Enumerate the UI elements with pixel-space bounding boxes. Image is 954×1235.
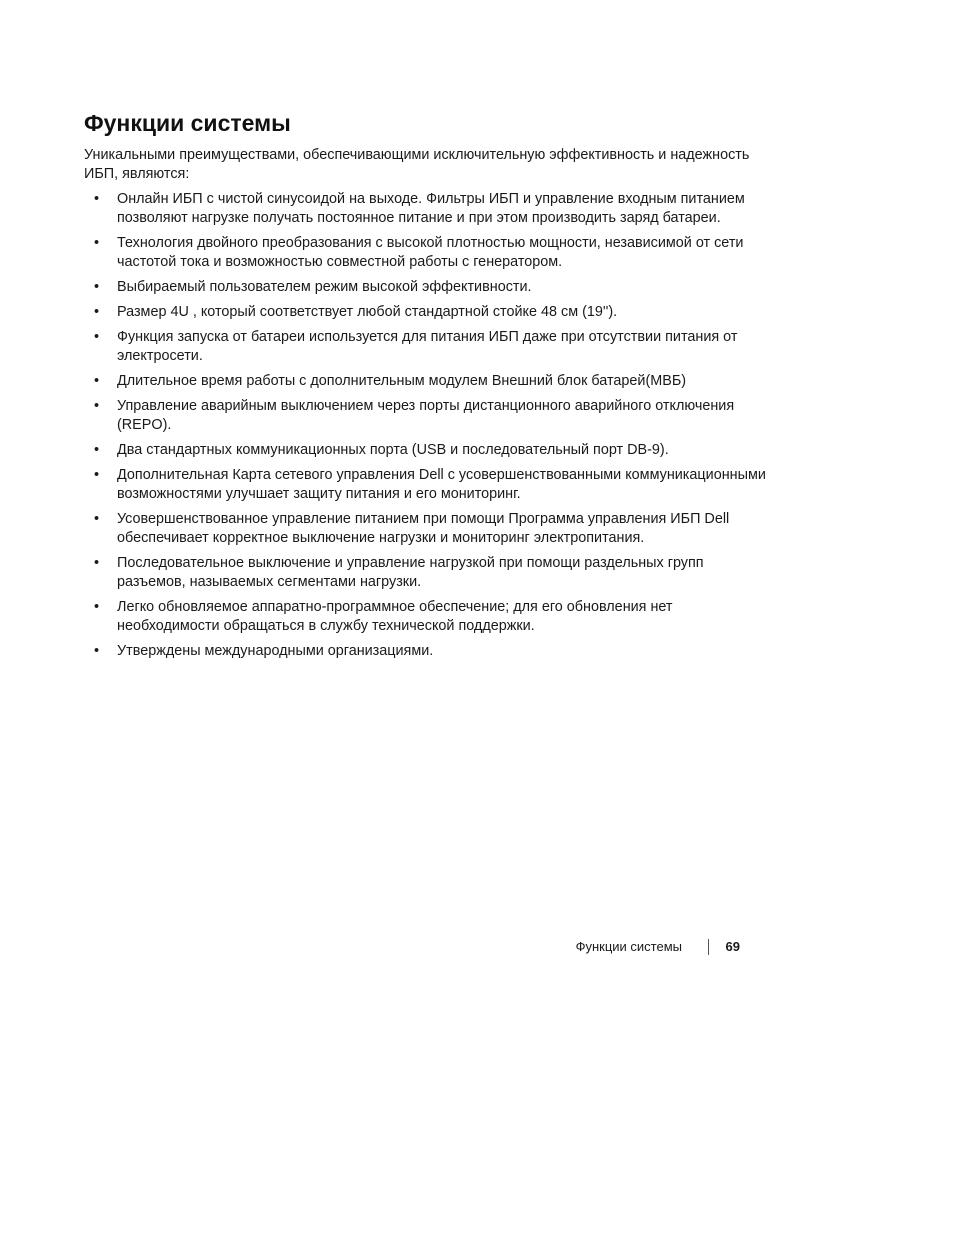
bullet-icon: •	[94, 599, 100, 615]
list-item-text: Выбираемый пользователем режим высокой эффективности.	[117, 279, 532, 295]
bullet-icon: •	[94, 191, 100, 207]
bullet-icon: •	[94, 467, 100, 483]
bullet-icon: •	[94, 235, 100, 251]
list-item-text: Легко обновляемое аппаратно-программное обеспечение; для его обновления нет необходимости обращаться в службу технической поддержки.	[117, 599, 673, 634]
list-item	[84, 598, 774, 636]
bullet-icon: •	[94, 398, 100, 414]
page-title: Функции системы	[84, 110, 291, 136]
list-item	[84, 642, 774, 661]
list-item-text: Длительное время работы с дополнительным модулем Внешний блок батарей(МВБ)	[117, 373, 687, 389]
footer-section-title: Функции системы	[575, 939, 682, 954]
list-item	[84, 234, 774, 272]
bullet-icon: •	[94, 329, 100, 345]
list-item	[84, 328, 774, 366]
list-item	[84, 554, 774, 592]
list-item	[84, 466, 774, 504]
list-item	[84, 278, 774, 297]
list-item-text: Два стандартных коммуникационных порта (USB и последовательный порт DB-9).	[117, 442, 669, 458]
bullet-icon: •	[94, 304, 100, 320]
bullet-icon: •	[94, 373, 100, 389]
list-item	[84, 397, 774, 435]
bullet-icon: •	[94, 442, 100, 458]
list-item-text: Управление аварийным выключением через порты дистанционного аварийного отключения (REPO).	[117, 398, 735, 433]
list-item-text: Утверждены международными организациями.	[117, 643, 434, 659]
list-item-text: Усовершенствованное управление питанием при помощи Программа управления ИБП Dell обеспечивает корректное выключение нагрузки и мониторинг электропитания.	[117, 511, 730, 546]
list-item	[84, 303, 774, 322]
list-item-text: Последовательное выключение и управление нагрузкой при помощи раздельных групп разъемов, называемых сегментами нагрузки.	[117, 555, 704, 590]
page-footer	[0, 938, 740, 958]
page-number: 69	[725, 939, 740, 954]
bullet-icon: •	[94, 511, 100, 527]
list-item-text: Онлайн ИБП с чистой синусоидой на выходе. Фильтры ИБП и управление входным питанием позволяют нагрузке получать постоянное питание и при этом производить заряд батареи.	[117, 191, 745, 226]
list-item	[84, 510, 774, 548]
list-item	[84, 190, 774, 228]
list-item-text: Функция запуска от батареи используется для питания ИБП даже при отсутствии питания от электросети.	[117, 329, 738, 364]
list-item-text: Размер 4U , который соответствует любой стандартной стойке 48 см (19'').	[117, 304, 618, 320]
list-item	[84, 441, 774, 460]
feature-list	[84, 190, 774, 667]
intro-paragraph: Уникальными преимуществами, обеспечивающими исключительную эффективность и надежность ИБП, являются:	[84, 147, 750, 182]
bullet-icon: •	[94, 555, 100, 571]
bullet-icon: •	[94, 643, 100, 659]
list-item-text: Технология двойного преобразования с высокой плотностью мощности, независимой от сети частотой тока и возможностью совместной работы с генератором.	[117, 235, 744, 270]
bullet-icon: •	[94, 279, 100, 295]
list-item	[84, 372, 774, 391]
footer-divider	[708, 939, 709, 955]
list-item-text: Дополнительная Карта сетевого управления Dell с усовершенствованными коммуникационными возможностями улучшает защиту питания и его мониторинг.	[117, 467, 766, 502]
